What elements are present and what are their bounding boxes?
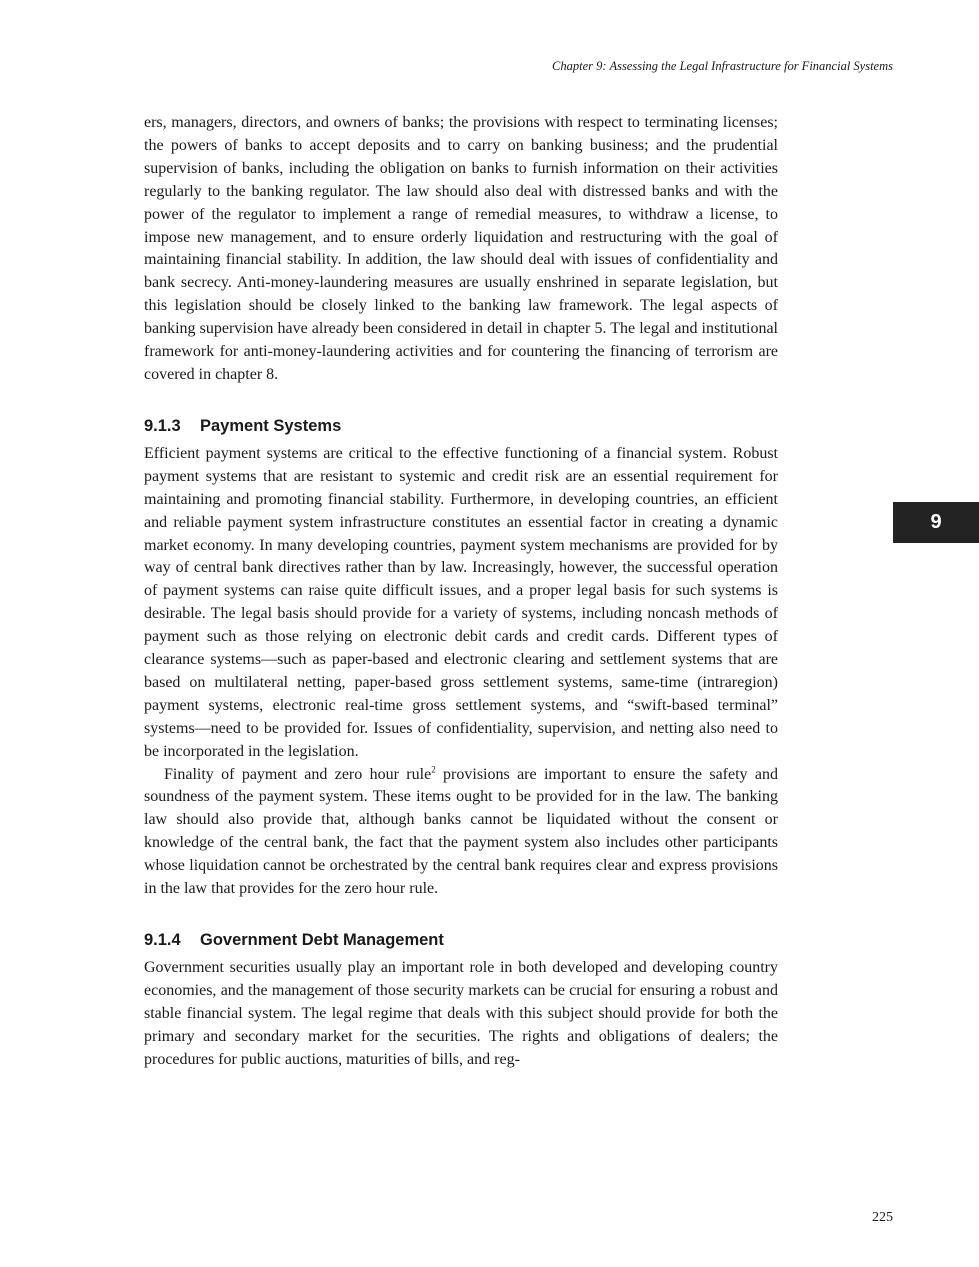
page-number: 225: [872, 1210, 893, 1225]
section-heading-payment-systems: [144, 415, 778, 437]
section-number: 9.1.3: [144, 416, 181, 435]
chapter-thumb-tab: [893, 502, 979, 543]
page-body: [144, 112, 778, 1072]
footnote-marker: 2: [431, 764, 436, 775]
section-number: 9.1.4: [144, 931, 181, 949]
debt-management-paragraph-1: Government securities usually play an important role in both developed and developing country economies, and the management of those security markets can be crucial for ensuring a robust and stable financial system. The legal regime that deals with this subject should provide for both the primary and secondary market for the securities. The rights and obligations of dealers; the procedures for public auctions, maturities of bills, and reg-: [144, 959, 778, 1068]
chapter-tab-number: 9: [930, 511, 942, 533]
section-heading-government-debt-management: [144, 929, 778, 951]
section-title: Payment Systems: [200, 416, 342, 435]
paragraph-text: Finality of payment and zero hour rule: [164, 765, 432, 783]
running-head: Chapter 9: Assessing the Legal Infrastructure for Financial Systems: [552, 59, 893, 73]
payment-systems-paragraph-1: Efficient payment systems are critical to the effective functioning of a financial system. Robust payment systems that are resistant to systemic and credit risk are an essential requirement for maintaining and promoting financial stability. Furthermore, in developing countries, an efficient and reliable payment system infrastructure constitutes an essential factor in creating a dynamic market economy. In many developing countries, payment system mechanisms are provided for by way of central bank directives rather than by law. Increasingly, however, the successful operation of payment systems can raise quite difficult issues, and a proper legal basis for such systems is desirable. The legal basis should provide for a variety of systems, including noncash methods of payment such as those relying on electronic debit cards and credit cards. Different types of clearance systems—such as paper-based and electronic clearing and settlement systems that are based on multilateral netting, paper-based gross settlement systems, same-time (intraregion) payment systems, electronic real-time gross settlement systems, and “swift-based terminal” systems—need to be provided for. Issues of confidentiality, supervision, and netting also need to be incorporated in the legislation.: [144, 444, 778, 760]
intro-paragraph: ers, managers, directors, and owners of banks; the provisions with respect to terminating licenses; the powers of banks to accept deposits and to carry on banking business; and the prudential supervision of banks, including the obligation on banks to furnish information on their activities regularly to the banking regulator. The law should also deal with distressed banks and with the power of the regulator to implement a range of remedial measures, to withdraw a license, to impose new management, and to ensure orderly liquidation and restructuring with the goal of maintaining financial stability. In addition, the law should deal with issues of confidentiality and bank secrecy. Anti-money-laundering measures are usually enshrined in separate legislation, but this legislation should be closely linked to the banking law framework. The legal aspects of banking supervision have already been considered in detail in chapter 5. The legal and institutional framework for anti-money-laundering activities and for countering the financing of terrorism are covered in chapter 8.: [144, 114, 778, 383]
section-title: Government Debt Management: [200, 931, 444, 949]
payment-systems-paragraph-2: [144, 764, 778, 901]
paragraph-text: provisions are important to ensure the safety and soundness of the payment system. These items ought to be provided for in the law. The banking law should also provide that, although banks cannot be liquidated without the consent or knowledge of the central bank, the fact that the payment system also includes other participants whose liquidation cannot be orchestrated by the central bank requires clear and express provisions in the law that provides for the zero hour rule.: [144, 765, 779, 898]
